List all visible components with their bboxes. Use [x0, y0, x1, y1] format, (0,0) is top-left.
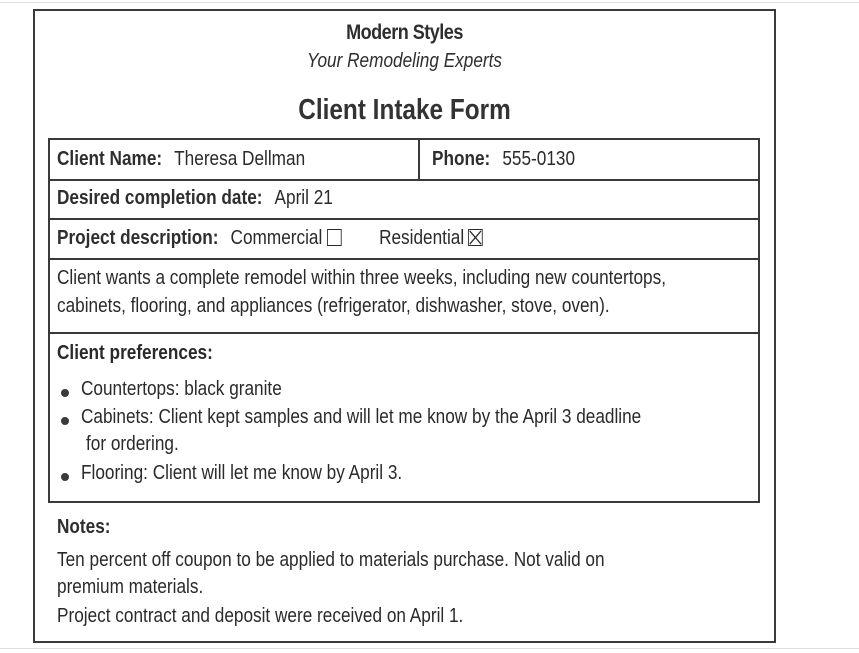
intake-table [48, 138, 760, 503]
company-tagline: Your Remodeling Experts [306, 50, 503, 72]
client-preferences-row [50, 334, 758, 501]
bullet-icon [61, 417, 69, 425]
project-description-row [50, 260, 758, 334]
project-type-row [50, 220, 758, 260]
completion-date-value: April 21 [274, 187, 333, 209]
client-name-label: Client Name: [57, 148, 163, 170]
top-rule [0, 2, 859, 3]
residential-option-label: Residential [379, 227, 465, 249]
bullet-icon [61, 389, 69, 397]
commercial-checkbox[interactable] [327, 229, 342, 246]
phone-field [432, 148, 575, 171]
client-row [50, 140, 758, 181]
client-name-field [57, 148, 305, 171]
completion-date-field [57, 187, 333, 210]
client-intake-form [33, 9, 776, 643]
notes-line: premium materials. [57, 576, 204, 598]
bottom-rule [0, 648, 859, 649]
bullet-icon [61, 473, 69, 481]
preference-item: Flooring: Client will let me know by April 3. [81, 462, 403, 484]
phone-value: 555-0130 [502, 148, 576, 170]
preference-item: Cabinets: Client kept samples and will let me know by the April 3 deadline [81, 406, 642, 428]
form-title: Client Intake Form [298, 94, 511, 126]
company-name: Modern Styles [346, 21, 463, 44]
completion-date-label: Desired completion date: [57, 187, 263, 209]
notes-line: Ten percent off coupon to be applied to materials purchase. Not valid on [57, 549, 605, 571]
description-line: Client wants a complete remodel within three weeks, including new countertops, [57, 267, 667, 289]
completion-row [50, 181, 758, 220]
commercial-option-label: Commercial [230, 227, 323, 249]
preference-item: Countertops: black granite [81, 378, 282, 400]
column-divider [418, 140, 420, 179]
preference-item-continuation: for ordering. [86, 433, 179, 455]
project-description-label: Project description: [57, 227, 219, 249]
checkbox-x-mark-icon [469, 230, 482, 245]
notes-line: Project contract and deposit were received on April 1. [57, 605, 464, 627]
notes-heading: Notes: [57, 516, 111, 538]
client-name-value: Theresa Dellman [174, 148, 306, 170]
project-type-field [57, 227, 483, 250]
preferences-heading: Client preferences: [57, 342, 213, 364]
description-line: cabinets, flooring, and appliances (refrigerator, dishwasher, stove, oven). [57, 295, 610, 317]
phone-label: Phone: [432, 148, 491, 170]
residential-checkbox[interactable] [468, 229, 483, 246]
